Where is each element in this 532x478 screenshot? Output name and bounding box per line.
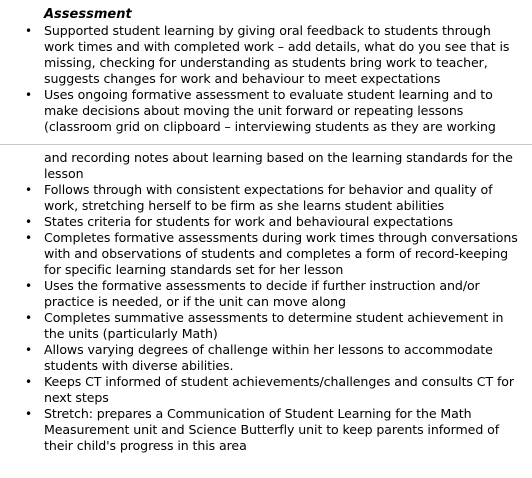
bullet-icon: • [25,343,32,357]
list-item [0,406,532,454]
bullet-icon: • [25,88,32,102]
bullet-icon: • [25,24,32,38]
list-item-text: Stretch: prepares a Communication of Student Learning for the Math Measurement unit and Science Butterfly unit to keep parents informed of their child's progress in this area [44,406,500,453]
list-item-text: Follows through with consistent expectations for behavior and quality of work, stretching herself to be firm as she learns student abilities [44,182,493,213]
list-item [0,374,532,406]
list-item-text: Supported student learning by giving oral feedback to students through work times and with completed work – add details, what do you see that is missing, checking for understanding as students bring work to teacher, suggests changes for work and behaviour to meet expectations [44,23,510,86]
bullet-list-page-1 [0,23,532,135]
bullet-icon: • [25,407,32,421]
list-item [0,278,532,310]
page-break-divider [0,144,532,145]
list-item [0,230,532,278]
bullet-icon: • [25,231,32,245]
bullet-icon: • [25,375,32,389]
list-item-text: Completes summative assessments to determine student achievement in the units (particularly Math) [44,310,504,341]
list-item-text: Uses the formative assessments to decide if further instruction and/or practice is needed, or if the unit can move along [44,278,480,309]
page-2-section [0,150,532,454]
list-item [0,87,532,135]
bullet-icon: • [25,215,32,229]
list-item [0,23,532,87]
list-item [0,310,532,342]
bullet-icon: • [25,311,32,325]
list-item [0,342,532,374]
list-item [0,214,532,230]
list-item [0,182,532,214]
list-item-text: Uses ongoing formative assessment to evaluate student learning and to make decisions about moving the unit forward or repeating lessons (classroom grid on clipboard – interviewing students as they are working [44,87,496,134]
page-1-section [0,23,532,135]
bullet-icon: • [25,183,32,197]
list-item-text: Completes formative assessments during work times through conversations with and observations of students and completes a form of record-keeping for specific learning standards set for her lesson [44,230,518,277]
list-item-text: Keeps CT informed of student achievements/challenges and consults CT for next steps [44,374,514,405]
list-item-text: Allows varying degrees of challenge within her lessons to accommodate students with diverse abilities. [44,342,493,373]
bullet-icon: • [25,279,32,293]
section-heading: Assessment [44,7,132,22]
list-item-continuation: and recording notes about learning based on the learning standards for the lesson [44,150,513,181]
bullet-list-page-2 [0,182,532,454]
list-item-text: States criteria for students for work and behavioural expectations [44,214,453,229]
